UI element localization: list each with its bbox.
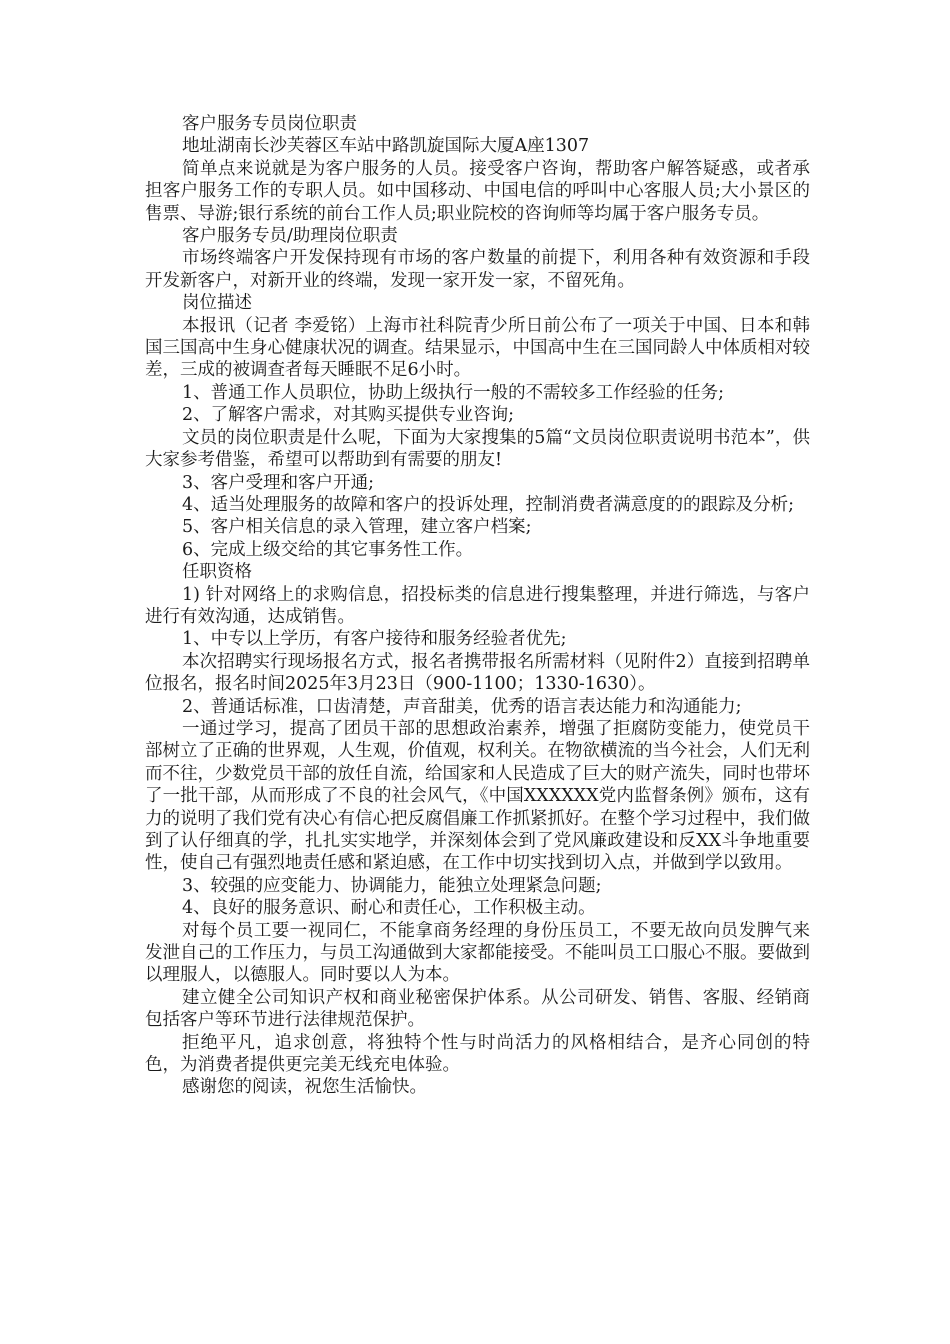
list-item: 6、完成上级交给的其它事务性工作。: [182, 539, 474, 560]
list-item: 2、普通话标准，口齿清楚，声音甜美，优秀的语言表达能力和沟通能力;: [182, 696, 742, 717]
paragraph: 简单点来说就是为客户服务的人员。接受客户咨询，帮助客户解答疑惑，或者承担客户服务工作的专职人员。如中国移动、中国电信的呼叫中心客服人员;大小景区的售票、导游;银行系统的前台工作人员;职业院校的咨询师等均属于客户服务专员。: [145, 158, 810, 224]
paragraph: 本次招聘实行现场报名方式，报名者携带报名所需材料（见附件2）直接到招聘单位报名，报名时间2025年3月23日（900-1100；1330-1630）。: [145, 651, 810, 695]
paragraph: 一通过学习，提高了团员干部的思想政治素养，增强了拒腐防变能力，使党员干部树立了正确的世界观，人生观，价值观，权利关。在物欲横流的当今社会，人们无利而不往，少数党员干部的放任自流，给国家和人民造成了巨大的财产流失，同时也带坏了一批干部，从而形成了不良的社会风气，《中国XXXXXX党内监督条例》颁布，这有力的说明了我们党有决心有信心把反腐倡廉工作抓紧抓好。在整个学习过程中，我们做到了认仔细真的学，扎扎实实地学，并深刻体会到了党风廉政建设和反XX斗争地重要性，使自己有强烈地责任感和紧迫感，在工作中切实找到切入点，并做到学以致用。: [145, 718, 810, 874]
address-line: 地址湖南长沙芙蓉区车站中路凯旋国际大厦A座1307: [182, 136, 590, 157]
document-body: [145, 113, 810, 1099]
list-item: 5、客户相关信息的录入管理，建立客户档案;: [182, 517, 532, 538]
list-item: 2、了解客户需求，对其购买提供专业咨询;: [182, 405, 515, 426]
list-item: 1、中专以上学历，有客户接待和服务经验者优先;: [182, 629, 567, 650]
list-item: 4、适当处理服务的故障和客户的投诉处理，控制消费者满意度的的跟踪及分析;: [182, 494, 795, 515]
list-item: 3、较强的应变能力、协调能力，能独立处理紧急问题;: [182, 875, 602, 896]
closing-line: 感谢您的阅读，祝您生活愉快。: [182, 1077, 427, 1098]
paragraph: 拒绝平凡，追求创意，将独特个性与时尚活力的风格相结合，是齐心同创的特色，为消费者提供更完美无线充电体验。: [145, 1032, 810, 1076]
section-heading: 任职资格: [182, 562, 252, 583]
paragraph: 建立健全公司知识产权和商业秘密保护体系。从公司研发、销售、客服、经销商包括客户等环节进行法律规范保护。: [145, 987, 810, 1031]
document-title: 客户服务专员岗位职责: [182, 114, 357, 134]
list-item: 4、良好的服务意识、耐心和责任心，工作积极主动。: [182, 898, 596, 919]
list-item: 3、客户受理和客户开通;: [182, 472, 375, 493]
section-heading: 岗位描述: [182, 293, 252, 314]
section-heading: 客户服务专员/助理岗位职责: [182, 226, 398, 247]
paragraph: 本报讯（记者 李爱铭）上海市社科院青少所日前公布了一项关于中国、日本和韩国三国高中生身心健康状况的调查。结果显示，中国高中生在三国同龄人中体质相对较差，三成的被调查者每天睡眠不足6小时。: [145, 315, 810, 381]
list-item: 1、普通工作人员职位，协助上级执行一般的不需较多工作经验的任务;: [182, 382, 725, 403]
paragraph: 对每个员工要一视同仁，不能拿商务经理的身份压员工，不要无故向员发脾气来发泄自己的工作压力，与员工沟通做到大家都能接受。不能叫员工口服心不服。要做到以理服人，以德服人。同时要以人为本。: [145, 920, 810, 986]
list-item: 1) 针对网络上的求购信息，招投标类的信息进行搜集整理，并进行筛选，与客户进行有效沟通，达成销售。: [145, 584, 810, 627]
paragraph: 市场终端客户开发保持现有市场的客户数量的前提下，利用各种有效资源和手段开发新客户，对新开业的终端，发现一家开发一家，不留死角。: [145, 248, 810, 291]
paragraph: 文员的岗位职责是什么呢，下面为大家搜集的5篇“文员岗位职责说明书范本”，供大家参考借鉴，希望可以帮助到有需要的朋友!: [145, 427, 810, 471]
